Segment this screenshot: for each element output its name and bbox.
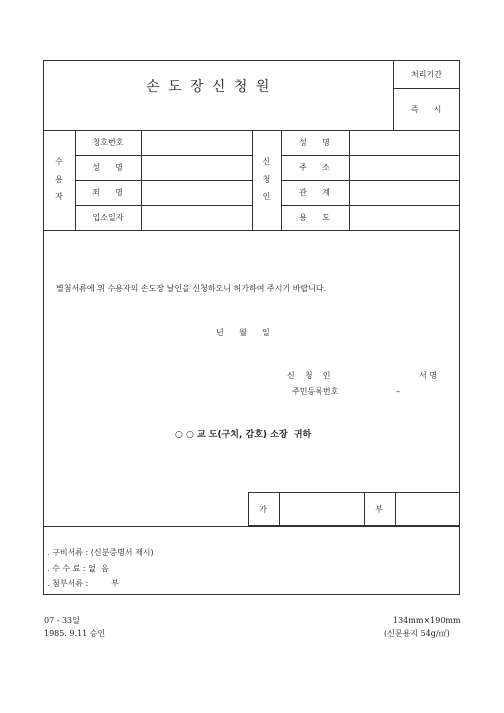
recipient-side-label <box>43 156 75 202</box>
id-number-dash: – <box>396 387 400 396</box>
applicant-side-char: 신 <box>262 157 271 166</box>
approval-divider-3 <box>395 492 396 526</box>
approval-date: 1985. 9.11 승인 <box>44 629 106 638</box>
recipient-row-label: 성 명 <box>92 163 124 172</box>
recipient-row-label: 칭호번호 <box>92 138 124 147</box>
applicant-row-label: 성 명 <box>299 138 331 147</box>
applicant-side-char: 인 <box>262 192 271 201</box>
approval-right-label: 부 <box>375 504 384 514</box>
applicant-row-label: 주 소 <box>299 163 331 172</box>
applicant-label: 신 청 인 <box>287 371 331 380</box>
form-title: 손 도 장 신 청 원 <box>146 79 272 95</box>
processing-value: 즉 시 <box>410 104 443 114</box>
paper-type: (신문용지 54g/㎡) <box>384 629 450 638</box>
note-item: . 수 수 료 : 없 음 <box>47 564 109 573</box>
recipient-side-char: 수 <box>55 157 63 166</box>
approval-divider-1 <box>279 492 280 526</box>
approval-left-label: 가 <box>259 504 268 514</box>
recipient-side-char: 용 <box>55 174 63 184</box>
notes-top-line <box>43 526 460 527</box>
recipient-row-label: 입소일자 <box>92 213 124 222</box>
applicant-row-label: 관 계 <box>299 188 331 197</box>
recipient-row-label: 죄 명 <box>92 188 124 197</box>
note-item: . 구비서류 : (신분증명서 제시) <box>47 548 154 557</box>
id-number-label: 주민등록번호 <box>292 387 339 396</box>
signature-label: 서 명 <box>419 371 437 380</box>
processing-label: 처리기간 <box>411 69 442 79</box>
table-bottom-line <box>43 230 460 231</box>
date-line: 년 월 일 <box>216 328 270 337</box>
applicant-row-label: 용 도 <box>299 213 331 222</box>
applicant-side-label <box>252 156 281 202</box>
paper-size: 134mm×190mm <box>393 616 461 625</box>
note-item: . 첨부서류 : 부 <box>47 579 119 588</box>
request-text: 별첨서류에 위 수용자의 손도장 날인을 신청하오니 허가하여 주시기 바랍니다. <box>56 284 327 293</box>
form-number: 07 - 33일 <box>44 616 80 625</box>
recipient-side-char: 자 <box>55 192 63 201</box>
applicant-side-char: 청 <box>262 174 271 184</box>
addressee: ○ ○ 교 도(구치, 감호) 소장 귀하 <box>175 430 312 440</box>
